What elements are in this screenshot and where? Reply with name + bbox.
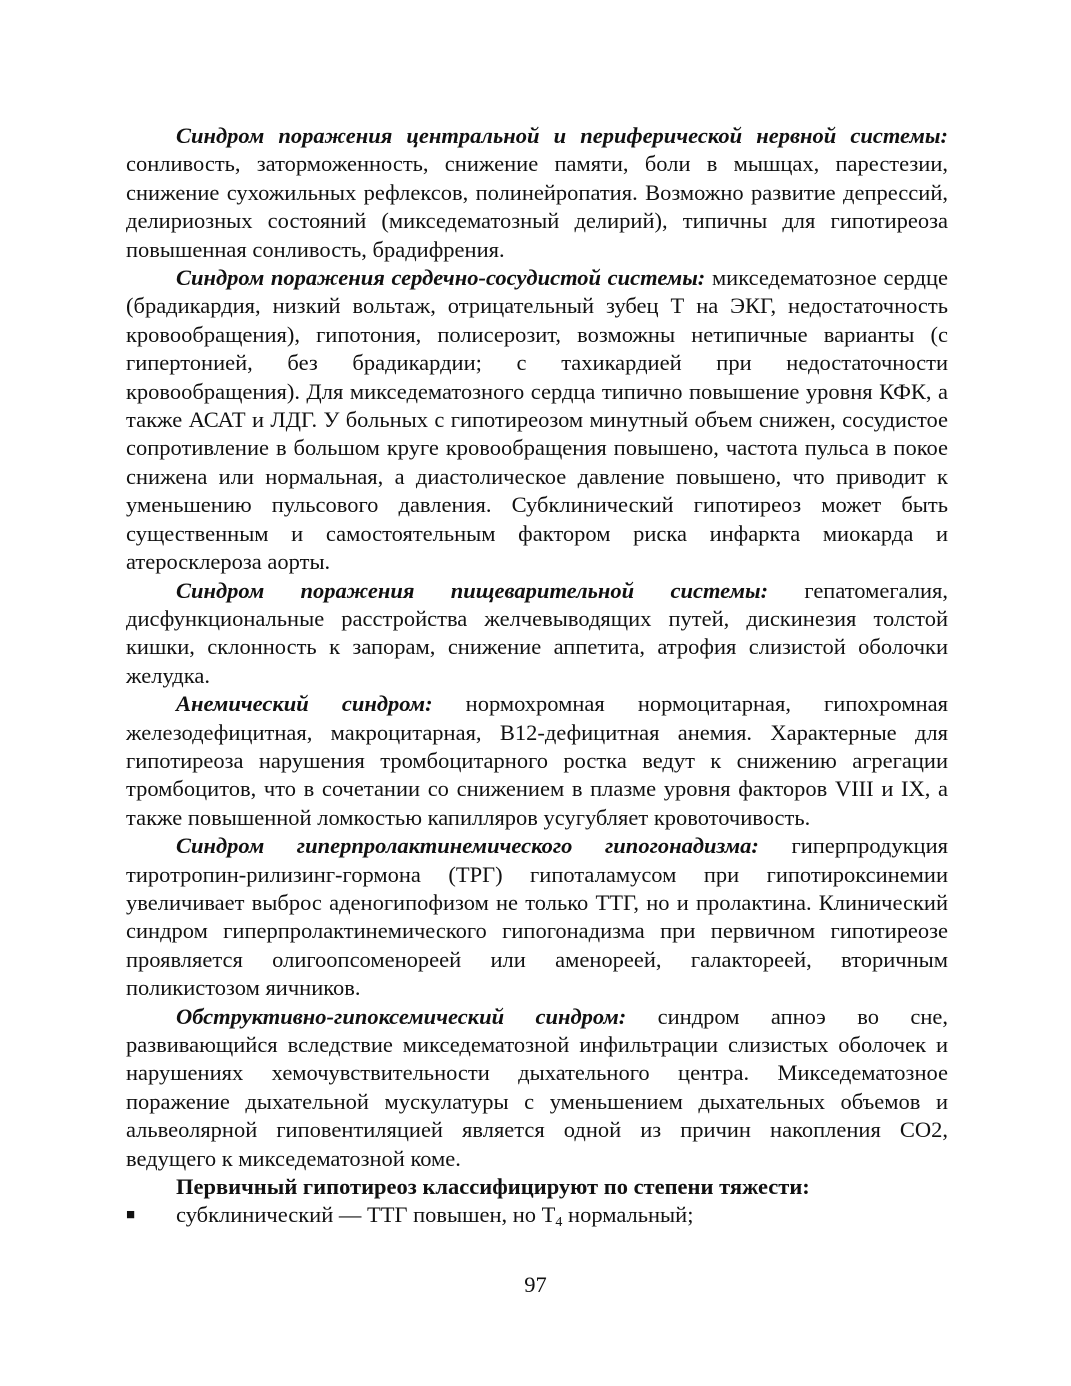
list-item-text: субклинический — ТТГ повышен, но Т [176,1202,556,1228]
body-text [126,122,948,1230]
paragraph-heading: Анемический синдром: [176,691,433,717]
square-bullet-icon: ■ [126,1207,136,1224]
paragraph-heading: Обструктивно-гипоксемический синдром: [176,1003,627,1029]
page-number: 97 [524,1272,547,1297]
paragraph-heading: Синдром поражения пищеварительной системы: [176,577,769,603]
paragraph-heading: Синдром поражения сердечно-сосудистой системы: [176,265,706,291]
paragraph-text: синдром апноэ во сне, развивающийся вследствие микседематозной инфильтрации слизистых оболочек и нарушениях хемочувствительности дыхательного центра. Микседематозное поражение дыхательной мускулатуры с уменьшением дыхательных объемов и альвеолярной гиповентиляцией является одной из причин накопления СО2, ведущего к микседематозной коме. [126,1003,949,1171]
paragraph-anemic-syndrome [126,690,948,832]
paragraph-nervous-system [126,122,948,264]
list-item-text-end: нормальный; [562,1202,694,1228]
list-item-subscript: 4 [555,1215,563,1231]
paragraph-heading: Синдром поражения центральной и периферической нервной системы: [176,123,948,148]
paragraph-text: микседематозное сердце (брадикардия, низкий вольтаж, отрицательный зубец Т на ЭКГ, недостаточность кровообращения), гипотония, полисерозит, возможны нетипичные варианты (с гипертонией, без брадикардии; с тахикардией при недостаточности кровообращения). Для микседематозного сердца типично повышение уровня КФК, а также АСАТ и ЛДГ. У больных с гипотиреозом минутный объем снижен, сосудистое сопротивление в большом круге кровообращения повышено, частота пульса в покое снижена или нормальная, а диастолическое давление повышено, что приводит к уменьшению пульсового давления. Субклинический гипотиреоз может быть существенным и самостоятельным фактором риска инфаркта миокарда и атеросклероза аорты. [126,265,948,575]
paragraph-cardiovascular-system [126,264,948,576]
classification-heading: Первичный гипотиреоз классифицируют по степени тяжести: [176,1174,810,1200]
paragraph-text: гепатомегалия, дисфункциональные расстройства желчевыводящих путей, дискинезия толстой кишки, склонность к запорам, снижение аппетита, атрофия слизистой оболочки желудка. [126,577,948,688]
paragraph-text: сонливость, заторможенность, снижение памяти, боли в мышцах, парестезии, снижение сухожильных рефлексов, полинейропатия. Возможно развитие депрессий, делириозных состояний (микседематозный делирий), типичны для гипотиреоза повышенная сонливость, брадифрения. [126,151,948,262]
paragraph-obstructive-hypoxemic [126,1003,948,1173]
paragraph-text: гиперпродукция тиротропин-рилизинг-гормона (ТРГ) гипоталамусом при гипотироксинемии увеличивает выброс аденогипофизом не только ТТГ, но и пролактина. Клинический синдром гиперпролактинемического гипогонадизма при первичном гипотиреозе проявляется олигоопсоменореей или аменореей, галактореей, вторичным поликистозом яичников. [126,833,948,1001]
paragraph-digestive-system [126,577,948,691]
paragraph-hypogonadism [126,832,948,1002]
list-item [126,1201,948,1229]
paragraph-heading: Синдром гиперпролактинемического гипогонадизма: [176,833,759,859]
paragraph-text: нормохромная нормоцитарная, гипохромная железодефицитная, макроцитарная, В12-дефицитная анемия. Характерные для гипотиреоза нарушения тромбоцитарного ростка ведут к снижению агрегации тромбоцитов, что в сочетании со снижением в плазме уровня факторов VIII и IX, а также повышенной ломкостью капилляров усугубляет кровоточивость. [126,691,948,830]
